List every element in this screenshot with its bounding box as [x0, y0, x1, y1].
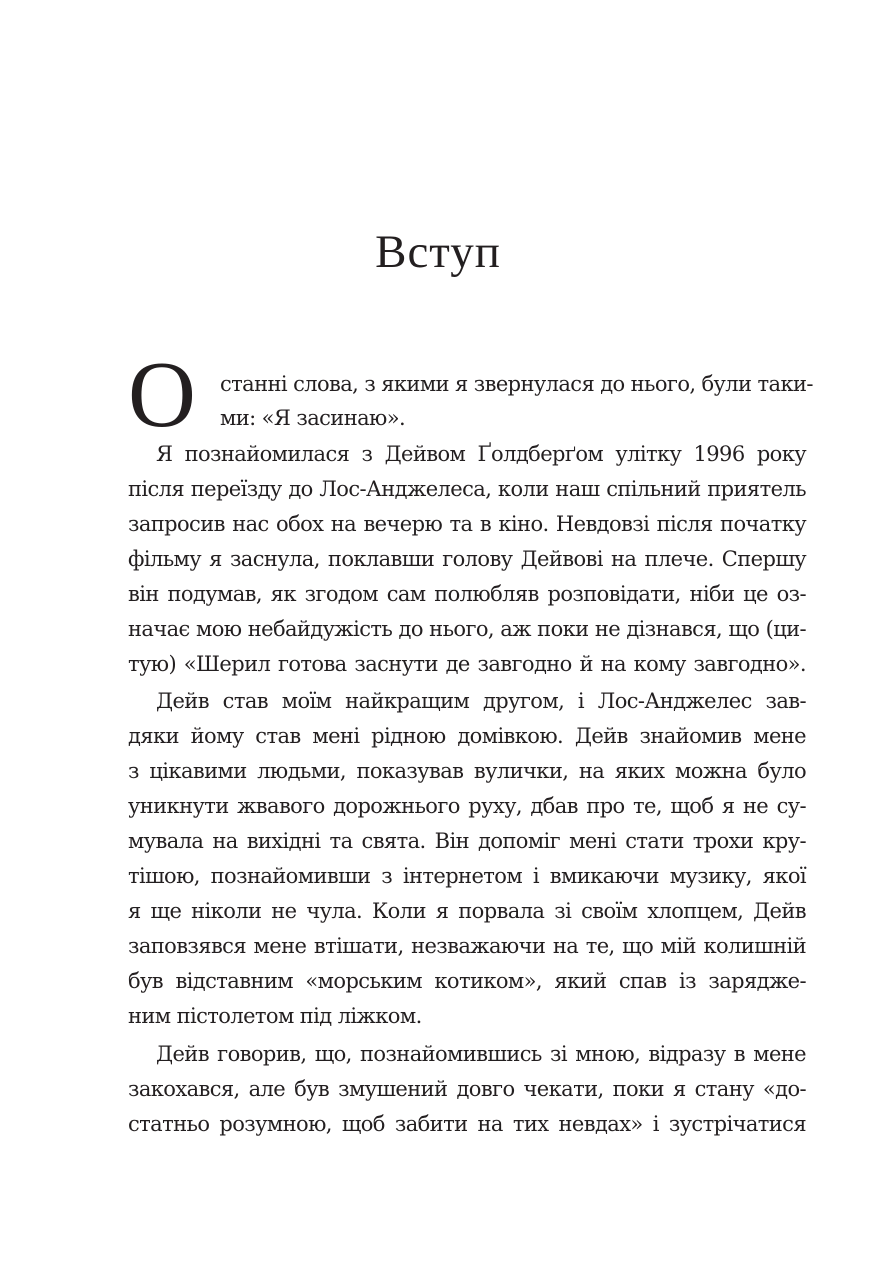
text-line: станні слова, з якими я звернулася до нього, були таки- [220, 372, 813, 396]
text-line: заповзявся мене втішати, незважаючи на те, що мій колишній [128, 934, 806, 958]
text-line: був відставним «морським котиком», який спав із заряджe- [128, 969, 806, 993]
text-line: мувала на вихідні та свята. Він допоміг мені стати трохи кру- [128, 829, 806, 853]
text-line: після переїзду до Лос-Анджелеса, коли наш спільний приятель [128, 477, 806, 501]
text-line: Я познайомилася з Дейвом Ґолдберґом улітку 1996 року [156, 442, 806, 466]
text-line: з цікавими людьми, показував вулички, на яких можна було [128, 759, 806, 783]
text-line: статньо розумною, щоб забити на тих невдах» і зустрічатися [128, 1112, 806, 1136]
text-line: ним пістолетом під ліжком. [128, 1004, 422, 1028]
text-line: я ще ніколи не чула. Коли я порвала зі своїм хлопцем, Дейв [128, 899, 806, 923]
text-line: ми: «Я засинаю». [220, 406, 406, 430]
chapter-title: Вступ [375, 226, 501, 278]
text-line: Дейв став моїм найкращим другом, і Лос-Анджелес зав- [156, 689, 806, 713]
text-line: тішою, познайомивши з інтернетом і вмикаючи музику, якої [128, 864, 806, 888]
text-line: тую) «Шерил готова заснути де завгодно й на кому завгодно». [128, 652, 806, 676]
text-line: закохався, але був змушений довго чекати, поки я стану «до- [128, 1077, 806, 1101]
text-line: Дейв говорив, що, познайомившись зі мною, відразу в мене [156, 1042, 806, 1066]
text-line: він подумав, як згодом сам полюбляв розповідати, ніби це оз- [128, 582, 806, 606]
text-line: дяки йому став мені рідною домівкою. Дейв знайомив мене [128, 724, 806, 748]
text-line: фільму я заснула, поклавши голову Дейвові на плече. Спершу [128, 547, 806, 571]
drop-cap: О [128, 343, 196, 447]
text-line: начає мою небайдужість до нього, аж поки не дізнався, що (ци- [128, 617, 806, 641]
text-line: запросив нас обох на вечерю та в кіно. Невдовзі після початку [128, 512, 806, 536]
text-line: уникнути жвавого дорожнього руху, дбав про те, щоб я не су- [128, 794, 806, 818]
